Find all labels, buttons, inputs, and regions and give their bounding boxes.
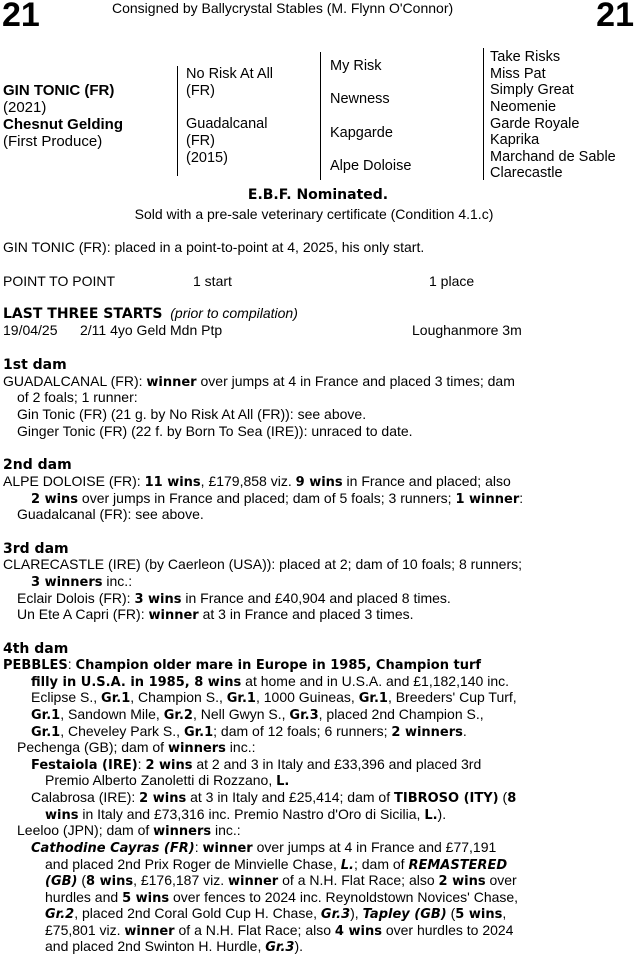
- gen4-5: Garde Royale: [490, 116, 580, 132]
- leeloo-line: Leeloo (JPN); dam of winners inc.:: [17, 822, 241, 839]
- last-three-heading: LAST THREE STARTS: [3, 306, 163, 322]
- first-dam-text-1: GUADALCANAL (FR): winner over jumps at 4 in France and placed 3 times; dam: [3, 373, 515, 390]
- gen4-3: Simply Great: [490, 82, 574, 98]
- second-dam-text-1: ALPE DOLOISE (FR): 11 wins, £179,858 viz. 9 wins in France and placed; also: [3, 473, 511, 490]
- fourth-dam-text-3: Eclipse S., Gr.1, Champion S., Gr.1, 1000 Guineas, Gr.1, Breeders' Cup Turf,: [31, 689, 517, 706]
- horse-produce: (First Produce): [3, 133, 103, 150]
- cathodine-line-5: Gr.2, placed 2nd Coral Gold Cup H. Chase, Gr.3), Tapley (GB) (5 wins,: [45, 905, 507, 922]
- lot-number-left: 21: [2, 0, 40, 34]
- festaiola-line-1: Festaiola (IRE): 2 wins at 2 and 3 in Italy and £33,396 and placed 3rd: [31, 756, 482, 773]
- gen4-8: Clarecastle: [490, 165, 563, 181]
- sire-name: No Risk At All: [186, 66, 274, 82]
- pechenga-line: Pechenga (GB); dam of winners inc.:: [17, 739, 256, 756]
- record-places: 1 place: [429, 273, 475, 289]
- fourth-dam-text-2: filly in U.S.A. in 1985, 8 wins at home and in U.S.A. and £1,182,140 inc.: [31, 673, 510, 690]
- cathodine-line-6: £75,801 viz. winner of a N.H. Flat Race; also 4 wins over hurdles to 2024: [45, 922, 514, 939]
- fourth-dam-text-4: Gr.1, Sandown Mile, Gr.2, Nell Gwyn S., Gr.3, placed 2nd Champion S.,: [31, 706, 484, 723]
- pedigree-divider-2: [320, 52, 321, 180]
- cathodine-line-7: and placed 2nd Swinton H. Hurdle, Gr.3).: [45, 938, 304, 955]
- record-starts: 1 start: [193, 273, 232, 289]
- second-dam-heading: 2nd dam: [3, 457, 72, 473]
- first-dam-text-2: of 2 foals; 1 runner:: [17, 389, 138, 405]
- lot-number-right: 21: [596, 0, 634, 34]
- calabrosa-line-1: Calabrosa (IRE): 2 wins at 3 in Italy and £25,414; dam of TIBROSO (ITY) (8: [31, 789, 517, 806]
- gen4-1: Take Risks: [490, 49, 561, 65]
- sire-dam: Newness: [330, 91, 390, 107]
- cathodine-line-2: and placed 2nd Prix Roger de Minvielle Chase, L.; dam of REMASTERED: [45, 856, 508, 873]
- third-dam-runner-2: Un Ete A Capri (FR): winner at 3 in France and placed 3 times.: [17, 606, 414, 623]
- pedigree-divider-3: [483, 48, 484, 180]
- third-dam-text-2: 3 winners inc.:: [31, 573, 133, 590]
- horse-description: Chesnut Gelding: [3, 116, 123, 133]
- third-dam-text-1: CLARECASTLE (IRE) (by Caerleon (USA)): placed at 2; dam of 10 foals; 8 runners;: [3, 556, 522, 572]
- last-three-header: [3, 305, 298, 322]
- last-three-note: (prior to compilation): [170, 305, 298, 321]
- last-start-course: Loughanmore 3m: [412, 322, 522, 338]
- gen4-7: Marchand de Sable: [490, 149, 616, 165]
- cathodine-line-1: Cathodine Cayras (FR): winner over jumps at 4 in France and £77,191: [31, 839, 497, 856]
- last-start-result: 2/11 4yo Geld Mdn Ptp: [80, 322, 223, 338]
- second-dam-runner-1: Guadalcanal (FR): see above.: [17, 506, 204, 522]
- first-dam-runner-1: Gin Tonic (FR) (21 g. by No Risk At All (FR)): see above.: [17, 406, 367, 422]
- calabrosa-line-2: wins in Italy and £73,316 inc. Premio Nastro d'Oro di Sicilia, L.).: [45, 806, 447, 823]
- cathodine-line-3: (GB) (8 wins, £176,187 viz. winner of a N.H. Flat Race; also 2 wins over: [45, 872, 517, 889]
- fourth-dam-heading: 4th dam: [3, 641, 69, 657]
- third-dam-heading: 3rd dam: [3, 541, 69, 557]
- ebf-nomination: E.B.F. Nominated.: [247, 187, 389, 203]
- last-start-date: 19/04/25: [3, 322, 58, 338]
- dam-sire: Kapgarde: [330, 125, 393, 141]
- sire-country: (FR): [186, 83, 215, 99]
- fourth-dam-text-1: PEBBLES: Champion older mare in Europe in 1985, Champion turf: [3, 656, 482, 673]
- third-dam-runner-1: Eclair Dolois (FR): 3 wins in France and £40,904 and placed 8 times.: [17, 590, 451, 607]
- dam-dam: Alpe Doloise: [330, 158, 412, 174]
- gen4-6: Kaprika: [490, 132, 540, 148]
- race-summary: GIN TONIC (FR): placed in a point-to-point at 4, 2025, his only start.: [3, 239, 425, 255]
- festaiola-line-2: Premio Alberto Zanoletti di Rozzano, L.: [45, 772, 290, 789]
- first-dam-heading: 1st dam: [3, 357, 67, 373]
- fourth-dam-text-5: Gr.1, Cheveley Park S., Gr.1; dam of 12 foals; 6 runners; 2 winners.: [31, 723, 467, 740]
- record-type: POINT TO POINT: [3, 273, 116, 289]
- pedigree-divider-1: [177, 66, 178, 176]
- first-dam-runner-2: Ginger Tonic (FR) (22 f. by Born To Sea (IRE)): unraced to date.: [17, 423, 413, 439]
- consignor: Consigned by Ballycrystal Stables (M. Flynn O'Connor): [112, 0, 454, 16]
- horse-name: GIN TONIC (FR): [3, 82, 115, 99]
- sire-sire: My Risk: [330, 58, 382, 74]
- second-dam-text-2: 2 wins over jumps in France and placed; dam of 5 foals; 3 runners; 1 winner:: [31, 490, 524, 507]
- gen4-2: Miss Pat: [490, 66, 546, 82]
- vet-certificate: Sold with a pre-sale veterinary certificate (Condition 4.1.c): [134, 206, 494, 222]
- cathodine-line-4: hurdles and 5 wins over fences to 2024 inc. Reynoldstown Novices' Chase,: [45, 889, 519, 906]
- dam-year: (2015): [186, 150, 228, 166]
- dam-name: Guadalcanal: [186, 116, 268, 132]
- horse-year: (2021): [3, 99, 47, 116]
- gen4-4: Neomenie: [490, 99, 557, 115]
- dam-country: (FR): [186, 133, 215, 149]
